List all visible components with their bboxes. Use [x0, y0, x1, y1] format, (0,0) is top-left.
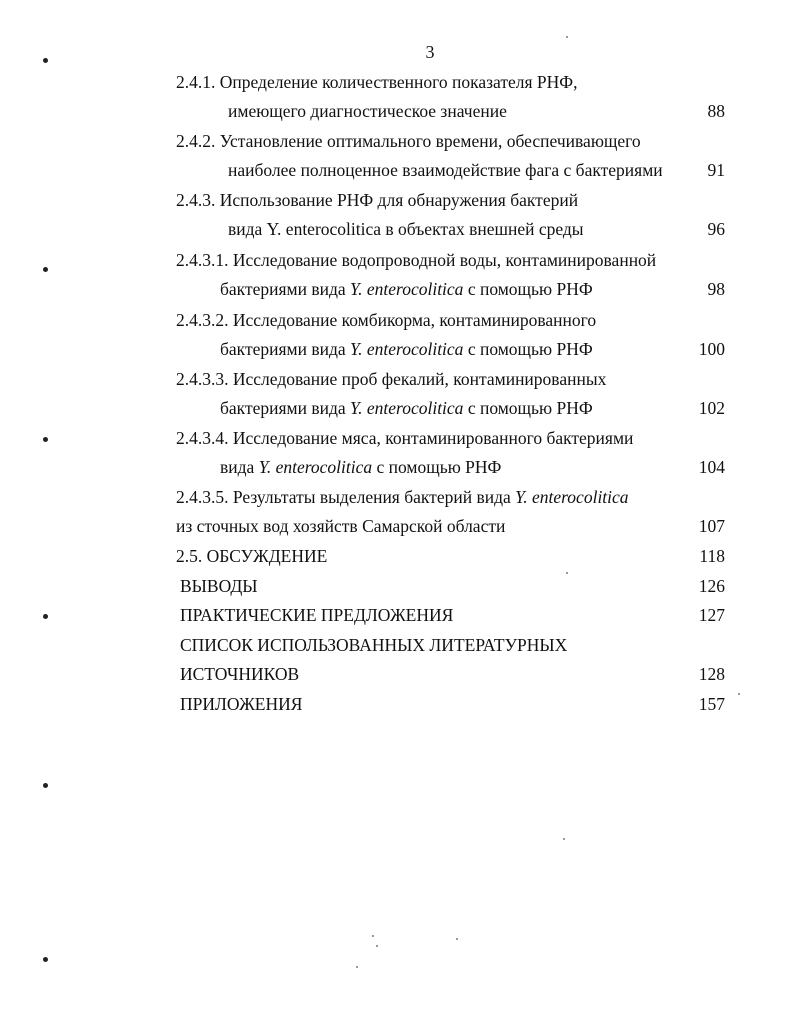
- toc-entry-title: 2.4.3.2. Исследование комбикорма, контаминированного: [176, 310, 597, 330]
- toc-page-number: 100: [698, 339, 725, 359]
- toc-page-number: 127: [698, 605, 725, 625]
- toc-entry-continuation: вида Y. enterocolitica с помощью РНФ: [220, 457, 502, 477]
- toc-entry-number: 2.4.3.3.: [176, 369, 229, 389]
- scan-speck: [356, 966, 358, 968]
- toc-page-number: 102: [698, 398, 725, 418]
- binding-hole-mark: [43, 783, 48, 788]
- toc-entry-title: 2.4.2. Установление оптимального времени, обеспечивающего: [176, 131, 641, 151]
- toc-entry-number: 2.4.1.: [176, 72, 216, 92]
- scan-speck: [456, 938, 458, 940]
- toc-entry-number: 2.4.3.1.: [176, 250, 229, 270]
- toc-entry-continuation: бактериями вида Y. enterocolitica с помощью РНФ: [220, 398, 593, 418]
- toc-entry-continuation: вида Y. enterocolitica в объектах внешней среды: [228, 219, 584, 239]
- toc-section-references-cont: ИСТОЧНИКОВ: [180, 664, 300, 684]
- toc-entry-number: 2.4.3.5.: [176, 487, 229, 507]
- toc-page-number: 104: [698, 457, 725, 477]
- toc-entry-title: 2.4.3.1. Исследование водопроводной воды, контаминированной: [176, 250, 657, 270]
- binding-hole-mark: [43, 614, 48, 619]
- binding-hole-mark: [43, 267, 48, 272]
- toc-section-conclusions: ВЫВОДЫ: [180, 576, 258, 596]
- toc-page-number: 118: [699, 546, 725, 566]
- toc-entry-continuation: бактериями вида Y. enterocolitica с помощью РНФ: [220, 279, 593, 299]
- toc-page-number: 91: [707, 160, 725, 180]
- toc-entry-number: 2.4.2.: [176, 131, 216, 151]
- toc-section-appendices: ПРИЛОЖЕНИЯ: [180, 694, 303, 714]
- scan-speck: [563, 838, 565, 840]
- toc-page-number: 96: [707, 219, 725, 239]
- scan-speck: [372, 935, 374, 937]
- toc-page-number: 126: [698, 576, 725, 596]
- toc-entry-continuation: имеющего диагностическое значение: [228, 101, 507, 121]
- toc-page-number: 107: [698, 516, 725, 536]
- toc-entry-number: 2.4.3.4.: [176, 428, 229, 448]
- toc-entry-title: 2.4.3.5. Результаты выделения бактерий вида Y. enterocolitica: [176, 487, 629, 507]
- toc-section-discussion: 2.5. ОБСУЖДЕНИЕ: [176, 546, 328, 566]
- page-number: 3: [425, 42, 435, 62]
- toc-entry-number: 2.4.3.: [176, 190, 216, 210]
- toc-section-practical: ПРАКТИЧЕСКИЕ ПРЕДЛОЖЕНИЯ: [180, 605, 454, 625]
- toc-entry-title: 2.4.1. Определение количественного показателя РНФ,: [176, 72, 578, 92]
- toc-entry-number: 2.4.3.2.: [176, 310, 229, 330]
- toc-entry-continuation: бактериями вида Y. enterocolitica с помощью РНФ: [220, 339, 593, 359]
- binding-hole-mark: [43, 957, 48, 962]
- scan-speck: [738, 693, 740, 695]
- toc-page-number: 128: [698, 664, 725, 684]
- toc-entry-continuation: из сточных вод хозяйств Самарской области: [176, 516, 506, 536]
- toc-page-number: 98: [707, 279, 725, 299]
- binding-hole-mark: [43, 437, 48, 442]
- toc-entry-title: 2.4.3.3. Исследование проб фекалий, контаминированных: [176, 369, 607, 389]
- binding-hole-mark: [43, 58, 48, 63]
- scan-speck: [376, 945, 378, 947]
- toc-entry-continuation: наиболее полноценное взаимодействие фага с бактериями: [228, 160, 663, 180]
- scan-speck: [566, 36, 568, 38]
- toc-entry-title: 2.4.3. Использование РНФ для обнаружения бактерий: [176, 190, 579, 210]
- toc-section-references: СПИСОК ИСПОЛЬЗОВАННЫХ ЛИТЕРАТУРНЫХ: [180, 635, 568, 655]
- toc-page-number: 157: [698, 694, 725, 714]
- toc-entry-title: 2.4.3.4. Исследование мяса, контаминированного бактериями: [176, 428, 634, 448]
- scan-speck: [566, 572, 568, 574]
- toc-page-number: 88: [707, 101, 725, 121]
